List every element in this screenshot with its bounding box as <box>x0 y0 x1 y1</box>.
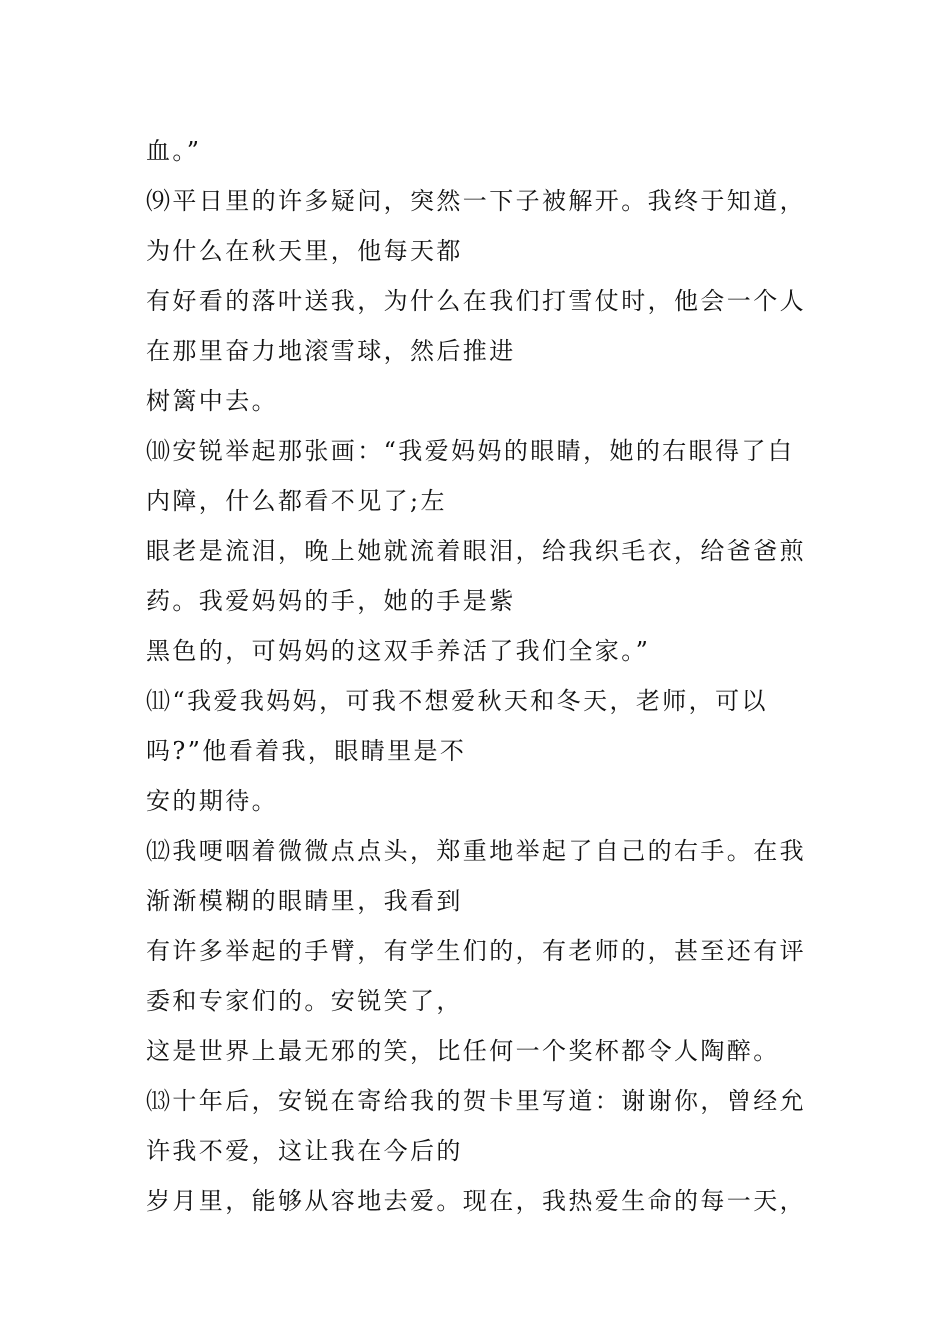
text-line: 血。” <box>146 137 202 165</box>
text-line: ⑾“我爱我妈妈，可我不想爱秋天和冬天，老师，可以 <box>146 687 768 715</box>
text-line: ⑿我哽咽着微微点点头，郑重地举起了自己的右手。在我 <box>146 837 806 865</box>
text-line: ⑼平日里的许多疑问，突然一下子被解开。我终于知道， <box>146 187 806 215</box>
text-line: 眼老是流泪，晚上她就流着眼泪，给我织毛衣，给爸爸煎 <box>146 537 806 565</box>
text-line: 有好看的落叶送我，为什么在我们打雪仗时，他会一个人 <box>146 287 806 315</box>
text-line: 岁月里，能够从容地去爱。现在，我热爱生命的每一天， <box>146 1187 806 1215</box>
text-line: 树篱中去。 <box>146 387 278 415</box>
text-line: 为什么在秋天里，他每天都 <box>146 237 463 265</box>
text-line: 渐渐模糊的眼睛里，我看到 <box>146 887 463 915</box>
text-line: 在那里奋力地滚雪球，然后推进 <box>146 337 516 365</box>
text-line: 委和专家们的。安锐笑了， <box>146 987 463 1015</box>
document-body <box>146 126 826 1226</box>
text-line: ⒀十年后，安锐在寄给我的贺卡里写道：谢谢你，曾经允 <box>146 1087 806 1115</box>
text-line: 安的期待。 <box>146 787 278 815</box>
text-line: 药。我爱妈妈的手，她的手是紫 <box>146 587 516 615</box>
text-line: 有许多举起的手臂，有学生们的，有老师的，甚至还有评 <box>146 937 806 965</box>
text-line: 这是世界上最无邪的笑，比任何一个奖杯都令人陶醉。 <box>146 1037 780 1065</box>
text-line: 内障，什么都看不见了;左 <box>146 487 447 515</box>
text-line: ⑽安锐举起那张画：“我爱妈妈的眼睛，她的右眼得了白 <box>146 437 795 465</box>
text-line: 许我不爱，这让我在今后的 <box>146 1137 463 1165</box>
text-line: 黑色的，可妈妈的这双手养活了我们全家。” <box>146 637 651 665</box>
text-line: 吗?”他看着我，眼睛里是不 <box>146 737 467 765</box>
